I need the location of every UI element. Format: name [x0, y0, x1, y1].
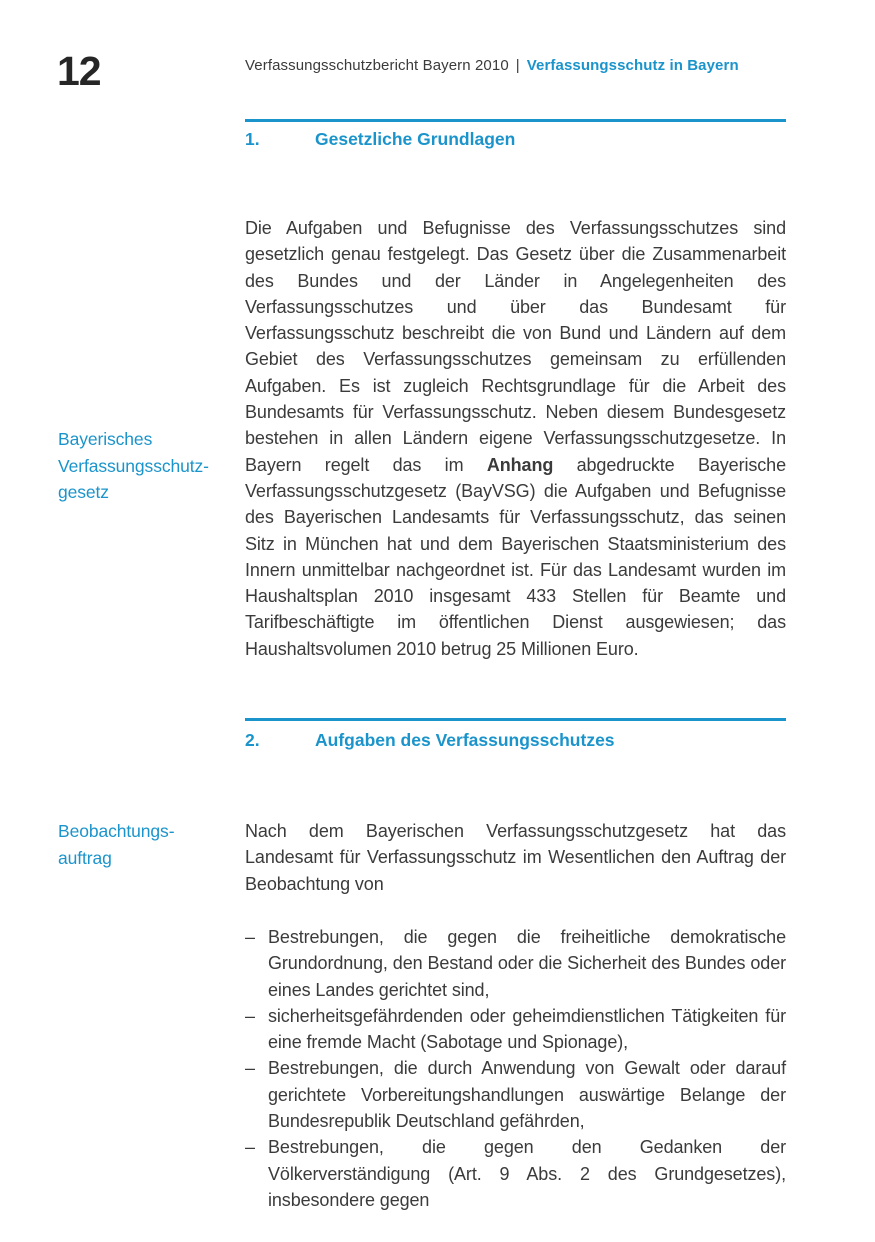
margin-note-bayerisches-verfassungsschutzgesetz [58, 426, 238, 506]
bullet-item [245, 1134, 786, 1213]
section-1-paragraph [245, 215, 786, 662]
paragraph-bold-word: Anhang [486, 454, 554, 475]
margin-note-line: Beobachtungs- [58, 821, 175, 841]
section-2-heading [245, 730, 615, 751]
section-1-heading [245, 129, 515, 150]
section-1-title: Gesetzliche Grundlagen [315, 129, 516, 149]
bullet-item [245, 924, 786, 1003]
paragraph-text: Nach dem Bayerischen Verfassungsschutzgesetz hat das Landesamt für Verfassungsschutz im Wesentlichen den Auftrag der Beobachtung von [245, 821, 786, 894]
paragraph-text: Die Aufgaben und Befugnisse des Verfassungsschutzes sind gesetzlich genau festgelegt. Das Gesetz über die Zusammenarbeit des Bundes und der Länder in Angelegenheiten des Verfassungsschutzes und über das Bundesamt für Verfassungsschutz beschreibt die von Bund und Ländern auf dem Gebiet des Verfassungsschutzes gemeinsam zu erfüllenden Aufgaben. Es ist zugleich Rechtsgrundlage für die Arbeit des Bundesamts für Verfassungsschutz. Neben diesem Bundesgesetz bestehen in allen Ländern eigene Verfassungsschutzgesetze. In Bayern regelt das im [245, 218, 786, 475]
bullet-item [245, 1003, 786, 1056]
margin-note-beobachtungsauftrag [58, 818, 238, 871]
bullet-dash-marker: – [245, 1058, 255, 1079]
paragraph-text: abgedruckte Bayerische Verfassungsschutzgesetz (BayVSG) die Aufgaben und Befugnisse des Bayerischen Landesamts für Verfassungsschutz, das seinen Sitz in München hat und dem Bayerischen Staatsministerium des Innern unmittelbar nachgeordnet ist. Für das Landesamt wurden im Haushaltsplan 2010 insgesamt 433 Stellen für Beamte und Tarifbeschäftigte im öffentlichen Dienst ausgewiesen; das Haushaltsvolumen 2010 betrug 25 Millionen Euro. [245, 454, 786, 659]
section-2-rule [245, 718, 786, 721]
section-1-number: 1. [245, 129, 260, 149]
bullet-text: Bestrebungen, die gegen die freiheitliche demokratische Grundordnung, den Bestand oder die Sicherheit des Bundes oder eines Landes gerichtet sind, [268, 927, 786, 1000]
bullet-dash-marker: – [245, 1137, 255, 1158]
section-2-intro-paragraph [245, 818, 786, 897]
margin-note-line: Verfassungsschutz- [58, 455, 209, 476]
margin-note-line: auftrag [58, 847, 112, 868]
bullet-dash-marker: – [245, 1005, 255, 1026]
margin-note-line: gesetz [58, 482, 109, 502]
margin-note-line: Bayerisches [58, 429, 153, 449]
page-header [245, 57, 739, 74]
bullet-text: Bestrebungen, die gegen den Gedanken der Völkerverständigung (Art. 9 Abs. 2 des Grundgesetzes), insbesondere gegen [268, 1137, 786, 1210]
header-divider: | [515, 57, 520, 74]
bullet-item [245, 1055, 786, 1134]
bullet-text: Bestrebungen, die durch Anwendung von Gewalt oder darauf gerichtete Vorbereitungshandlungen auswärtige Belange der Bundesrepublik Deutschland gefährden, [268, 1058, 786, 1132]
page-number: 12 [57, 48, 101, 94]
section-2-number: 2. [245, 730, 260, 750]
observation-task-bullet-list [245, 924, 786, 1213]
bullet-dash-marker: – [245, 927, 255, 947]
bullet-text: sicherheitsgefährdenden oder geheimdienstlichen Tätigkeiten für eine fremde Macht (Sabotage und Spionage), [268, 1005, 786, 1053]
header-report-title: Verfassungsschutzbericht Bayern 2010 [245, 57, 509, 74]
section-1-rule [245, 119, 786, 122]
section-2-title: Aufgaben des Verfassungsschutzes [315, 730, 615, 750]
header-section-title: Verfassungsschutz in Bayern [526, 57, 739, 74]
